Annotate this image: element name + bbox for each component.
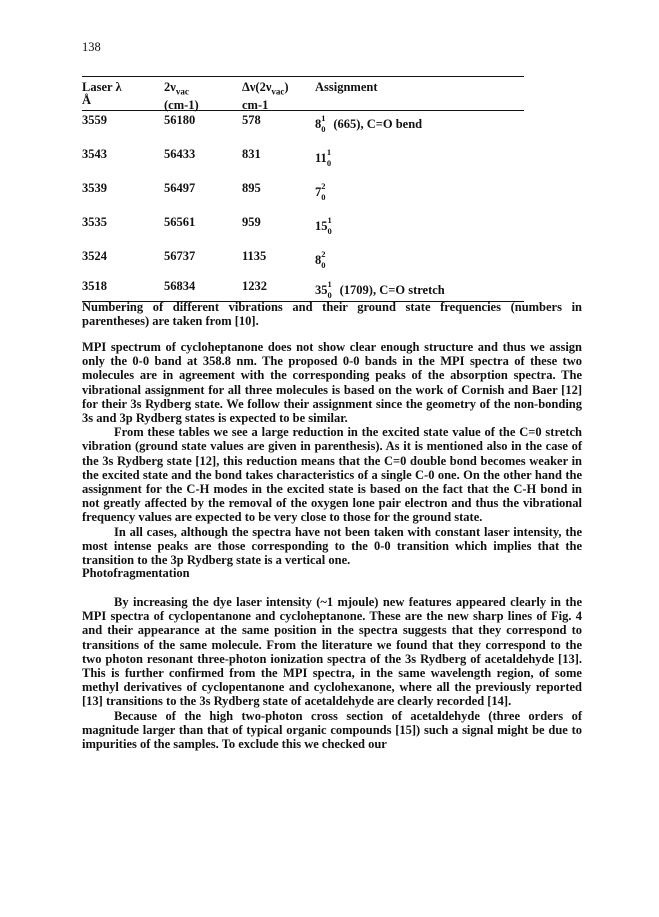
header-2nu-line1: $2\nu_{vac}$ <box>164 80 189 97</box>
vibration-table <box>82 76 524 302</box>
cell-2nu: 56834 <box>164 279 196 293</box>
cell-laser: 3539 <box>82 181 107 195</box>
cell-delta-nu: 1232 <box>242 279 267 293</box>
paragraph: In all cases, although the spectra have not been taken with constant laser intensity, the most intense peaks are those corresponding to the 0-0 transition which implies that the transition to the 3p Rydberg state is a vertical one. <box>82 524 582 568</box>
cell-assignment: 8 2 0 <box>315 249 326 270</box>
cell-assignment: 11 1 0 <box>315 147 332 168</box>
body-text-lower <box>82 595 582 751</box>
table-body <box>82 111 524 301</box>
header-delta-nu-line2: cm-1 <box>242 97 269 112</box>
table-row <box>82 181 524 203</box>
table-row <box>82 147 524 169</box>
table-header <box>82 77 524 110</box>
header-delta-nu-line1: $\Delta\nu(2\nu_{vac})$ <box>242 80 289 97</box>
cell-laser: 3535 <box>82 215 107 229</box>
cell-assignment: 8 1 0 (665), C=O bend <box>315 113 423 134</box>
header-laser-line2: Å <box>82 93 92 107</box>
cell-delta-nu: 1135 <box>242 249 267 263</box>
cell-assignment: 15 1 0 <box>315 215 332 236</box>
cell-2nu: 56737 <box>164 249 196 263</box>
cell-laser: 3518 <box>82 279 107 293</box>
paragraph: By increasing the dye laser intensity (~1 mjoule) new features appeared clearly in the MPI spectra of cyclopentanone and cycloheptanone. These are the new sharp lines of Fig. 4 and their appearance at the same position in the spectra suggests that they correspond to transitions of the same molecule. From the literature we found that they correspond to the two photon resonant three-photon ionization spectra of the 3s Rydberg of acetaldehyde [13]. This is further confirmed from the MPI spectra, in the same wavelength region, of some methyl derivatives of cyclopentanone and cyclohexanone, where all the previously reported [13] transitions to the 3s Rydberg state of acetaldehyde are clearly recorded [14]. <box>82 595 582 709</box>
cell-2nu: 56433 <box>164 147 196 161</box>
table-row <box>82 113 524 135</box>
cell-assignment: 35 1 0 (1709), C=O stretch <box>315 279 445 300</box>
table-row <box>82 215 524 237</box>
cell-2nu: 56180 <box>164 113 196 127</box>
paragraph: Because of the high two-photon cross section of acetaldehyde (three orders of magnitude larger than that of typical organic compounds [15]) such a signal might be due to impurities of the samples. To exclude this we checked our <box>82 708 582 752</box>
paragraph: MPI spectrum of cycloheptanone does not show clear enough structure and thus we assign only the 0-0 band at 358.8 nm. The proposed 0-0 bands in the MPI spectra of these two molecules are in agreement with the corresponding peaks of the absorption spectra. The vibrational assignment for all three molecules is based on the work of Cornish and Baer [12] for their 3s Rydberg state. We follow their assignment since the geometry of the non-bonding 3s and 3p Rydberg states is expected to be similar. <box>82 340 582 426</box>
cell-delta-nu: 959 <box>242 215 261 229</box>
header-laser-line1: Laser λ <box>82 80 122 94</box>
cell-laser: 3524 <box>82 249 107 263</box>
section-heading: Photofragmentation <box>82 566 190 580</box>
cell-delta-nu: 831 <box>242 147 261 161</box>
header-laser <box>82 81 122 107</box>
page-number: 138 <box>82 40 101 54</box>
table-row <box>82 249 524 271</box>
table-row <box>82 279 524 301</box>
header-assignment: Assignment <box>315 80 378 94</box>
cell-laser: 3559 <box>82 113 107 127</box>
body-text-upper <box>82 340 582 567</box>
header-delta-nu <box>242 81 289 112</box>
paragraph: From these tables we see a large reduction in the excited state value of the C=0 stretch vibration (ground state values are given in parenthesis). As it is mentioned also in the case of the 3s Rydberg state [12], this reduction means that the C=0 double bond becomes weaker in the excited state and the bond takes characteristics of a single C-0 one. On the other hand the assignment for the C-H modes in the excited state is based on the fact that the C-H bond in not greatly affected by the removal of the oxygen lone pair electron and thus the vibrational frequency values are expected to be very close to those for the ground state. <box>82 425 582 525</box>
header-2nu-line2: (cm-1) <box>164 97 199 112</box>
cell-laser: 3543 <box>82 147 107 161</box>
header-2nu <box>164 81 199 112</box>
cell-assignment: 7 2 0 <box>315 181 326 202</box>
cell-2nu: 56561 <box>164 215 196 229</box>
table-note: Numbering of different vibrations and their ground state frequencies (numbers in parentheses) are taken from [10]. <box>82 300 582 328</box>
cell-delta-nu: 895 <box>242 181 261 195</box>
cell-2nu: 56497 <box>164 181 196 195</box>
cell-delta-nu: 578 <box>242 113 261 127</box>
